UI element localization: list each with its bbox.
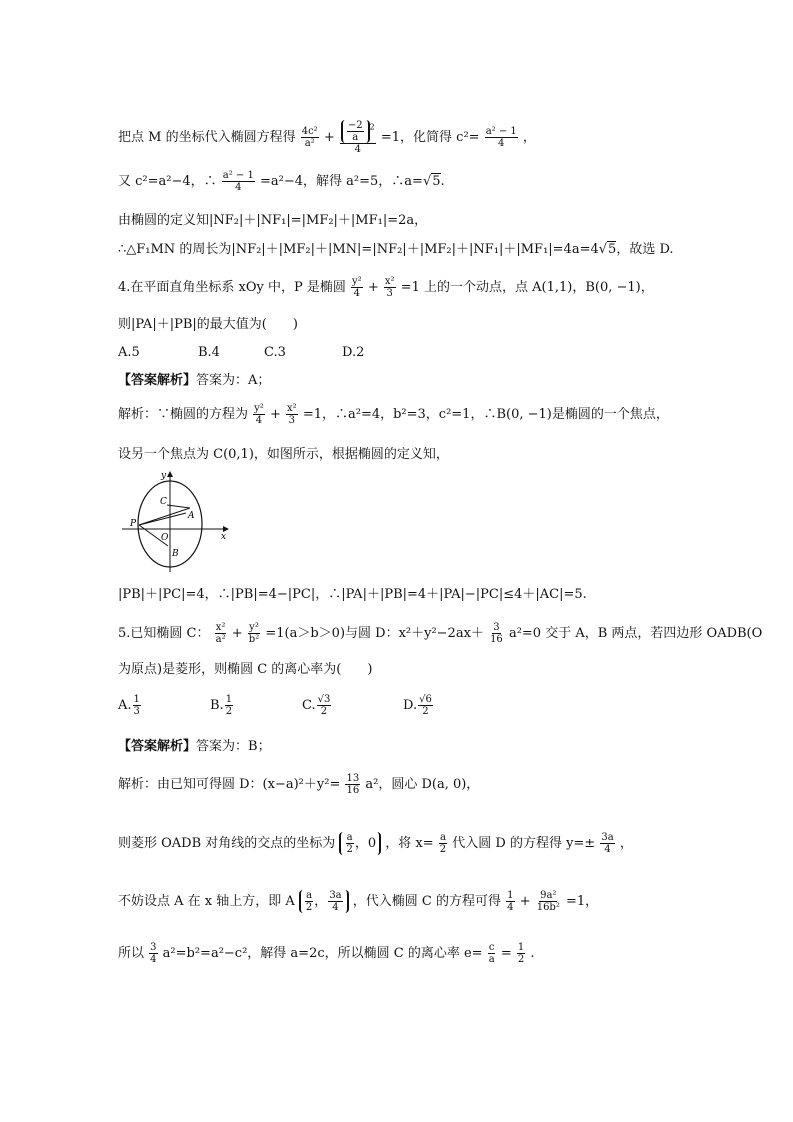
solution3-line-2: 又 c²=a²−4，∴ $\frac{\text{a² − 1}}{4}$ =a²−4，解得 a²=5，∴a=√5. (118, 170, 445, 193)
svg-text:B: B (172, 549, 179, 559)
fraction: $\frac{-2}{a}$ $^2$ 4 (340, 120, 376, 155)
option-b: B.4 (198, 345, 220, 360)
solution5-line-1: 解析：由已知可得圆 D：(x−a)²＋y²= $\frac{13}{16}$ a²，圆心 D(a, 0)， (118, 773, 480, 796)
option-a: A.5 (118, 345, 140, 360)
answer-tag: 【答案解析】 (118, 739, 197, 754)
fraction: $\frac{\text{a² − 1}}{4}$ (485, 126, 517, 149)
ellipse-figure (120, 468, 232, 574)
solution3-line-3: 由椭圆的定义知|NF₂|＋|NF₁|=|MF₂|＋|MF₁|=2a， (118, 213, 428, 228)
solution5-line-3: 不妨设点 A 在 x 轴上方，即 A $\frac{a}{2}$ ， $\frac{3a}{4}$ ，代入椭圆 C 的方程可得 $\frac{1}{4}$ + $\frac{\text{9a²}}{\text{16b²}}$ =1， (118, 890, 599, 913)
solution3-line-1: 把点 M 的坐标代入椭圆方程得 $\frac{\text{4c²}}{\text{a²}}$ + $\frac{-2}{a}$ $^2$ 4 =1，化简得 c²= $\frac{\text{a² − 1}}{4}$ ， (118, 120, 536, 155)
solution3-line-4: ∴△F₁MN 的周长为|NF₂|＋|MF₂|＋|MN|=|NF₂|＋|MF₂|＋|NF₁|＋|MF₁|=4a=4√5，故选 D. (118, 242, 674, 257)
solution4-line-2: 设另一个焦点为 C(0,1)，如图所示，根据椭圆的定义知， (118, 447, 449, 462)
solution4-line-1: 解析：∵椭圆的方程为 $\frac{\text{y²}}{4}$ + $\frac{\text{x²}}{3}$ =1，∴a²=4，b²=3，c²=1，∴B(0, −1)是椭圆的一个焦点， (118, 403, 669, 426)
answer4: 【答案解析】答案为：A； (118, 373, 271, 388)
fraction: $\frac{\text{4c²}}{\text{a²}}$ (301, 126, 318, 149)
question4-stem-2: 则|PA|＋|PB|的最大值为( ) (118, 317, 298, 332)
svg-text:C: C (160, 497, 167, 507)
option-c: C. $\frac{√3}{2}$ (302, 694, 331, 717)
question4-options (118, 343, 364, 363)
option-d: D. $\frac{√6}{2}$ (403, 694, 432, 717)
svg-text:O: O (161, 533, 169, 543)
solution5-line-4: 所以 $\frac{3}{4}$ a²=b²=a²−c²，解得 a=2c，所以椭圆 C 的离心率 e= $\frac{c}{a}$ = $\frac{1}{2}$ . (118, 942, 535, 965)
answer-tag: 【答案解析】 (118, 373, 197, 388)
option-d: D.2 (342, 345, 365, 360)
option-a: A. $\frac{1}{3}$ (118, 694, 140, 717)
solution5-line-2: 则菱形 OADB 对角线的交点的坐标为 $\frac{a}{2}$ ，0 ，将 x= $\frac{a}{2}$ 代入圆 D 的方程得 y=± $\frac{3a}{4}$ ， (118, 832, 633, 855)
option-b: B. $\frac{1}{2}$ (210, 694, 233, 717)
svg-text:P: P (130, 519, 137, 529)
question5-stem: 5.已知椭圆 C： $\frac{\text{x²}}{\text{a²}}$ + $\frac{\text{y²}}{\text{b²}}$ =1(a＞b＞0)与圆 D：x²＋y²−2ax＋ $\frac{3}{16}$ a²=0 交于 A，B 两点，若四边形 OADB(O (118, 622, 763, 645)
question4-stem: 4.在平面直角坐标系 xOy 中，P 是椭圆 $\frac{\text{y²}}{4}$ + $\frac{\text{x²}}{3}$ =1 上的一个动点，点 A(1,1)，B(0, −1)， (118, 276, 654, 299)
question5-stem-2: 为原点)是菱形，则椭圆 C 的离心率为( ) (118, 662, 373, 677)
svg-text:y: y (161, 471, 167, 481)
svg-text:x: x (221, 532, 227, 542)
question5-options (118, 694, 434, 717)
answer5: 【答案解析】答案为：B； (118, 739, 271, 754)
svg-text:A: A (188, 511, 195, 521)
solution4-line-3: |PB|＋|PC|=4，∴|PB|=4−|PC|，∴|PA|＋|PB|=4＋|PA|−|PC|≤4＋|AC|=5. (118, 587, 587, 602)
option-c: C.3 (264, 345, 286, 360)
fraction: $\frac{\text{a² − 1}}{4}$ (222, 170, 254, 193)
